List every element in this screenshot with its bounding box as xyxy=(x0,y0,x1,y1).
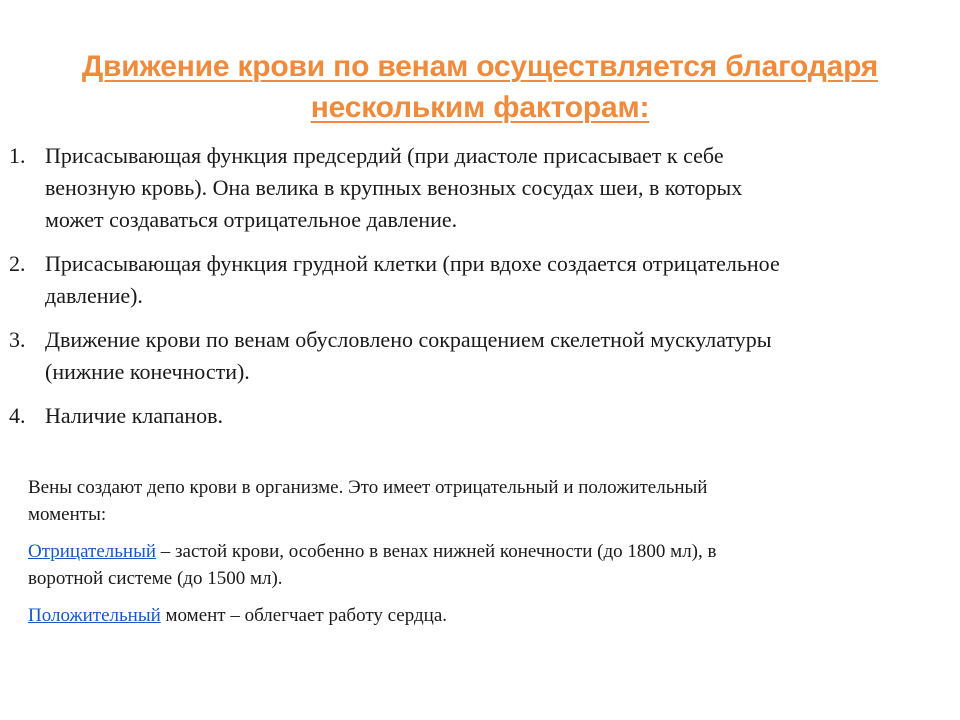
slide-title-line-1: Движение крови по венам осуществляется благодаря xyxy=(81,50,879,83)
factor-list xyxy=(0,140,950,444)
factor-number: 4. xyxy=(9,403,26,428)
factor-text-line: Движение крови по венам обусловлено сокращением скелетной мускулатуры xyxy=(45,327,772,352)
note-negative-text-line-2: воротной системе (до 1500 мл). xyxy=(28,568,283,589)
factor-item-3 xyxy=(0,324,950,388)
positive-term-link[interactable]: Положительный xyxy=(28,605,161,626)
factor-text-line: может создаваться отрицательное давление. xyxy=(45,207,458,232)
factor-number: 1. xyxy=(9,143,26,168)
note-negative xyxy=(28,538,918,592)
slide-title xyxy=(40,46,920,128)
factor-item-4 xyxy=(0,400,950,432)
note-intro xyxy=(28,474,918,528)
factor-text-line: Присасывающая функция грудной клетки (при вдохе создается отрицательное xyxy=(45,251,780,276)
factor-text-line: венозную кровь). Она велика в крупных венозных сосудах шеи, в которых xyxy=(45,175,743,200)
note-positive-text: момент – облегчает работу сердца. xyxy=(160,605,447,626)
factor-number: 3. xyxy=(9,327,26,352)
note-negative-text-line-1: – застой крови, особенно в венах нижней конечности (до 1800 мл), в xyxy=(156,541,717,562)
factor-text-line: Наличие клапанов. xyxy=(45,403,224,428)
factor-text-line: Присасывающая функция предсердий (при диастоле присасывает к себе xyxy=(45,143,724,168)
note-positive xyxy=(28,602,918,629)
negative-term-link[interactable]: Отрицательный xyxy=(28,541,157,562)
notes-section xyxy=(28,474,918,639)
factor-number: 2. xyxy=(9,251,26,276)
factor-item-2 xyxy=(0,248,950,312)
slide-title-line-2: нескольким факторам: xyxy=(310,91,650,124)
factor-item-1 xyxy=(0,140,950,236)
factor-text-line: давление). xyxy=(45,283,143,308)
factor-text-line: (нижние конечности). xyxy=(45,359,250,384)
note-intro-line-1: Вены создают депо крови в организме. Это имеет отрицательный и положительный xyxy=(28,477,708,498)
note-intro-line-2: моменты: xyxy=(28,504,107,525)
